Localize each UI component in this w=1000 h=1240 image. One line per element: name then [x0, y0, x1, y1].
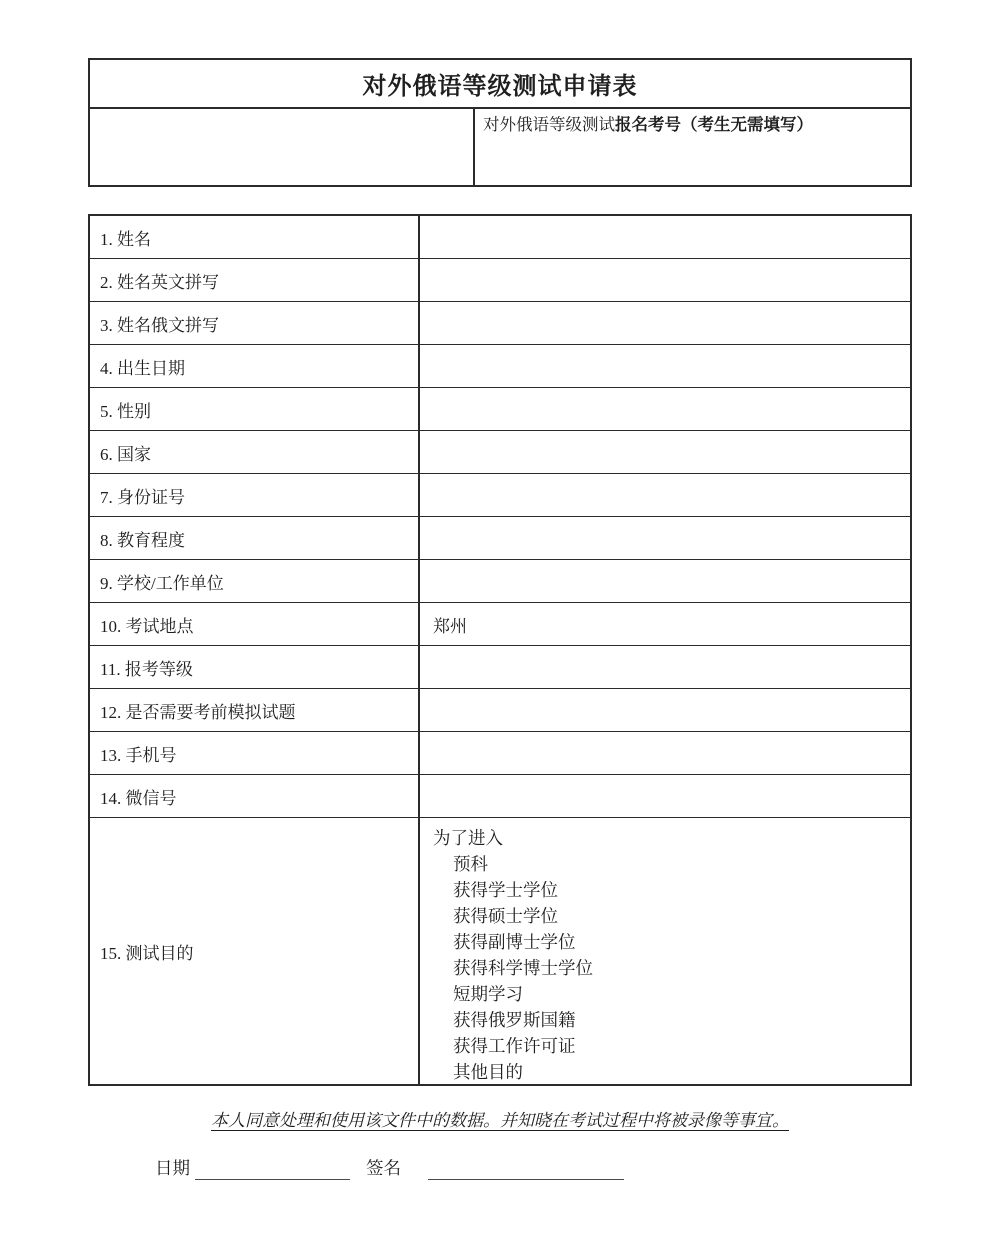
- purpose-option: 短期学习: [453, 984, 523, 1004]
- table-row-school-employer: [90, 560, 910, 603]
- table-row-wechat: [90, 775, 910, 818]
- table-row-birthdate: [90, 345, 910, 388]
- date-signature-line: [155, 1158, 624, 1180]
- field-value[interactable]: [420, 560, 910, 602]
- field-label: 5. 性别: [90, 388, 420, 430]
- purpose-options-cell[interactable]: [420, 818, 910, 1084]
- field-value[interactable]: [420, 345, 910, 387]
- application-form-table: [88, 214, 912, 1086]
- field-value[interactable]: [420, 689, 910, 731]
- field-label: 3. 姓名俄文拼写: [90, 302, 420, 344]
- exam-number-cell[interactable]: [475, 109, 910, 185]
- signature-label: 签名: [366, 1158, 401, 1178]
- date-blank-field[interactable]: [195, 1160, 350, 1180]
- table-row-name: [90, 216, 910, 259]
- table-row-name-english: [90, 259, 910, 302]
- field-label: 9. 学校/工作单位: [90, 560, 420, 602]
- date-label: 日期: [155, 1158, 190, 1178]
- form-header-box: [88, 58, 912, 187]
- field-value[interactable]: [420, 216, 910, 258]
- purpose-option: 获得科学博士学位: [453, 958, 593, 978]
- field-value[interactable]: [420, 388, 910, 430]
- photo-box: [90, 109, 475, 185]
- field-value[interactable]: [420, 775, 910, 817]
- consent-statement: 本人同意处理和使用该文件中的数据。并知晓在考试过程中将被录像等事宜。: [211, 1111, 789, 1130]
- table-row-gender: [90, 388, 910, 431]
- field-value[interactable]: [420, 732, 910, 774]
- table-row-name-russian: [90, 302, 910, 345]
- field-value[interactable]: [420, 517, 910, 559]
- field-label: 6. 国家: [90, 431, 420, 473]
- field-value[interactable]: [420, 259, 910, 301]
- purpose-option: 获得硕士学位: [453, 906, 558, 926]
- field-value[interactable]: [420, 474, 910, 516]
- exam-number-label-bold: 报名考号（考生无需填写）: [615, 115, 813, 134]
- signature-blank-field[interactable]: [428, 1160, 624, 1180]
- purpose-option: 其他目的: [453, 1062, 523, 1082]
- field-label: 8. 教育程度: [90, 517, 420, 559]
- table-row-id-number: [90, 474, 910, 517]
- field-label: 12. 是否需要考前模拟试题: [90, 689, 420, 731]
- field-value[interactable]: [420, 646, 910, 688]
- table-row-test-purpose: [90, 818, 910, 1084]
- purpose-option: 获得俄罗斯国籍: [453, 1010, 576, 1030]
- field-label: 15. 测试目的: [90, 818, 420, 1084]
- field-value[interactable]: 郑州: [433, 616, 467, 636]
- form-title: 对外俄语等级测试申请表: [90, 60, 910, 109]
- table-row-phone: [90, 732, 910, 775]
- table-row-mock-exam: [90, 689, 910, 732]
- purpose-option: 获得学士学位: [453, 880, 558, 900]
- field-label: 1. 姓名: [90, 216, 420, 258]
- purpose-intro: 为了进入: [433, 828, 503, 848]
- purpose-option: 预科: [453, 854, 488, 874]
- field-label: 11. 报考等级: [90, 646, 420, 688]
- field-label: 14. 微信号: [90, 775, 420, 817]
- field-label: 2. 姓名英文拼写: [90, 259, 420, 301]
- table-row-education: [90, 517, 910, 560]
- exam-number-label-prefix: 对外俄语等级测试: [483, 115, 615, 134]
- purpose-option: 获得副博士学位: [453, 932, 576, 952]
- table-row-exam-location: [90, 603, 910, 646]
- purpose-option: 获得工作许可证: [453, 1036, 576, 1056]
- table-row-exam-level: [90, 646, 910, 689]
- header-sub-row: [90, 109, 910, 185]
- table-row-country: [90, 431, 910, 474]
- field-label: 10. 考试地点: [90, 603, 420, 645]
- field-label: 4. 出生日期: [90, 345, 420, 387]
- field-label: 13. 手机号: [90, 732, 420, 774]
- field-value[interactable]: [420, 431, 910, 473]
- field-value[interactable]: [420, 302, 910, 344]
- field-label: 7. 身份证号: [90, 474, 420, 516]
